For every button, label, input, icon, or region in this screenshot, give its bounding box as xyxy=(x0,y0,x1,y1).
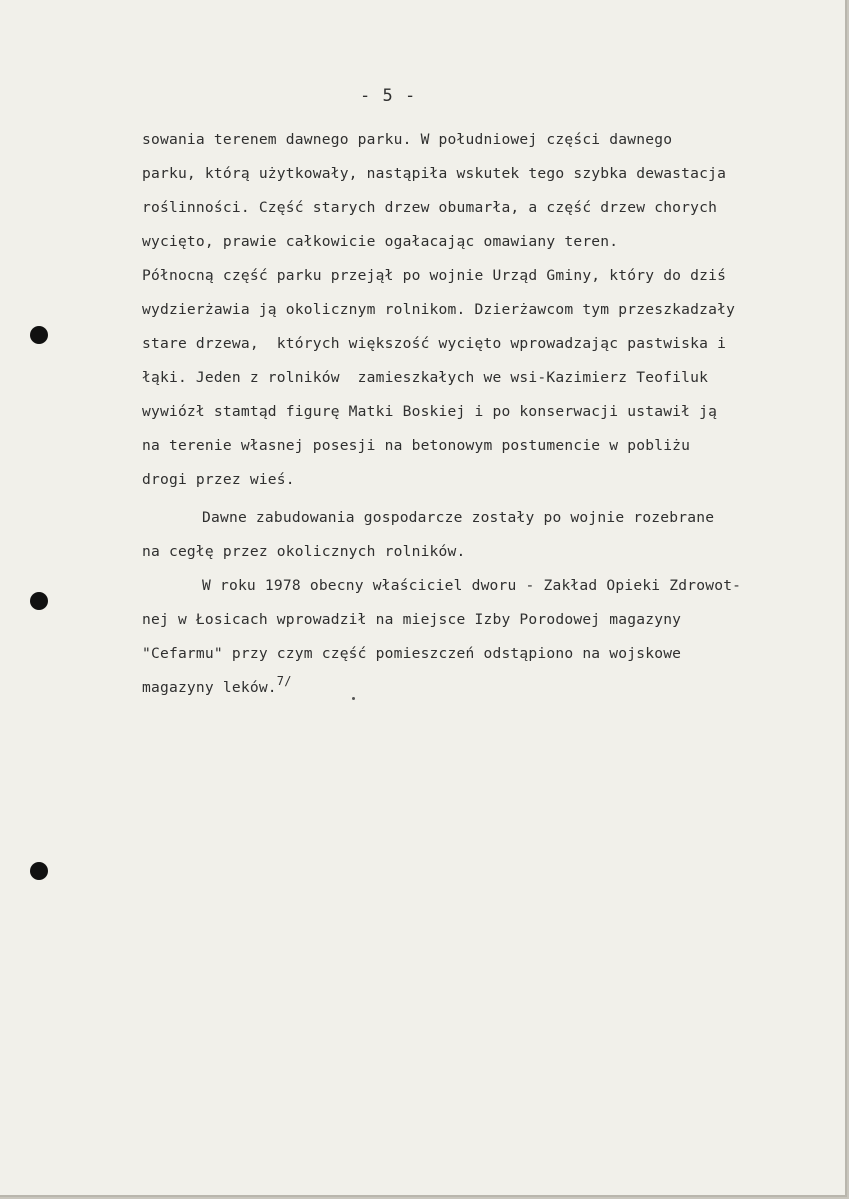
text-line: sowania terenem dawnego parku. W południowej części dawnego xyxy=(142,131,673,148)
text-line: drogi przez wieś. xyxy=(142,471,295,488)
footnote-reference: 7/ xyxy=(276,674,292,688)
text-line: na terenie własnej posesji na betonowym postumencie w pobliżu xyxy=(142,437,691,454)
text-line: łąki. Jeden z rolników zamieszkałych we wsi-Kazimierz Teofiluk xyxy=(142,369,709,386)
text-line: W roku 1978 obecny właściciel dworu - Zakład Opieki Zdrowot- xyxy=(202,577,742,594)
punch-hole xyxy=(30,862,48,880)
text-line: magazyny leków. xyxy=(142,679,277,696)
text-line: wydzierżawia ją okolicznym rolnikom. Dzierżawcom tym przeszkadzały xyxy=(142,301,736,318)
text-line: Dawne zabudowania gospodarcze zostały po wojnie rozebrane xyxy=(202,509,715,526)
punch-hole xyxy=(30,592,48,610)
punch-hole xyxy=(30,326,48,344)
page-number: - 5 - xyxy=(360,86,417,106)
text-line: parku, którą użytkowały, nastąpiła wskutek tego szybka dewastacja xyxy=(142,165,727,182)
text-line: wycięto, prawie całkowicie ogałacając omawiany teren. xyxy=(142,233,619,250)
text-line: Północną część parku przejął po wojnie Urząd Gminy, który do dziś xyxy=(142,267,727,284)
text-line: nej w Łosicach wprowadził na miejsce Izby Porodowej magazyny xyxy=(142,611,682,628)
text-line: na cegłę przez okolicznych rolników. xyxy=(142,543,466,560)
text-line: roślinności. Część starych drzew obumarła, a część drzew chorych xyxy=(142,199,718,216)
stray-mark xyxy=(352,697,355,700)
text-line: stare drzewa, których większość wycięto wprowadzając pastwiska i xyxy=(142,335,727,352)
text-line-last xyxy=(142,674,292,698)
text-line: "Cefarmu" przy czym część pomieszczeń odstąpiono na wojskowe xyxy=(142,645,682,662)
text-line: wywiózł stamtąd figurę Matki Boskiej i po konserwacji ustawił ją xyxy=(142,403,718,420)
